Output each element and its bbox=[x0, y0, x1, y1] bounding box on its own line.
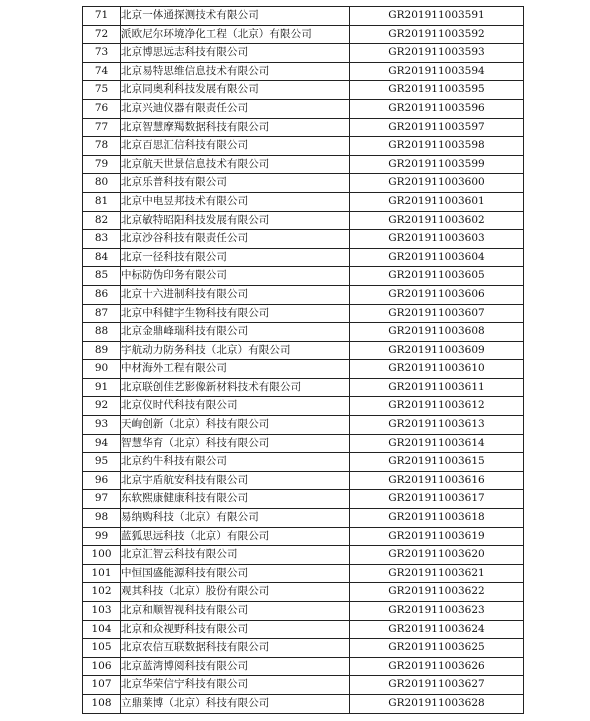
certificate-code-cell: GR201911003611 bbox=[350, 378, 524, 397]
row-number-cell: 79 bbox=[83, 155, 121, 174]
company-name-cell: 宇航动力防务科技（北京）有限公司 bbox=[121, 341, 350, 360]
row-number-cell: 94 bbox=[83, 434, 121, 453]
row-number-cell: 77 bbox=[83, 118, 121, 137]
certificate-code-cell: GR201911003595 bbox=[350, 81, 524, 100]
table-row bbox=[83, 564, 524, 583]
table-row bbox=[83, 62, 524, 81]
company-name-cell: 智慧华育（北京）科技有限公司 bbox=[121, 434, 350, 453]
table-row bbox=[83, 546, 524, 565]
certificate-code-cell: GR201911003596 bbox=[350, 99, 524, 118]
table-row bbox=[83, 44, 524, 63]
certificate-code-cell: GR201911003620 bbox=[350, 546, 524, 565]
company-name-cell: 北京汇智云科技有限公司 bbox=[121, 546, 350, 565]
company-name-cell: 北京一径科技有限公司 bbox=[121, 248, 350, 267]
table-row bbox=[83, 471, 524, 490]
company-name-cell: 北京农信互联数据科技有限公司 bbox=[121, 639, 350, 658]
row-number-cell: 90 bbox=[83, 360, 121, 379]
row-number-cell: 75 bbox=[83, 81, 121, 100]
company-name-cell: 中恒国盛能源科技有限公司 bbox=[121, 564, 350, 583]
company-name-cell: 派欧尼尔环境净化工程（北京）有限公司 bbox=[121, 25, 350, 44]
certificate-code-cell: GR201911003622 bbox=[350, 583, 524, 602]
certificate-code-cell: GR201911003597 bbox=[350, 118, 524, 137]
company-name-cell: 北京航天世景信息技术有限公司 bbox=[121, 155, 350, 174]
row-number-cell: 92 bbox=[83, 397, 121, 416]
row-number-cell: 101 bbox=[83, 564, 121, 583]
company-name-cell: 北京和众视野科技有限公司 bbox=[121, 620, 350, 639]
table-row bbox=[83, 192, 524, 211]
company-name-cell: 北京蓝湾博阅科技有限公司 bbox=[121, 657, 350, 676]
certificate-code-cell: GR201911003606 bbox=[350, 285, 524, 304]
certificate-code-cell: GR201911003598 bbox=[350, 137, 524, 156]
table-row bbox=[83, 81, 524, 100]
company-name-cell: 北京智慧摩羯数据科技有限公司 bbox=[121, 118, 350, 137]
row-number-cell: 106 bbox=[83, 657, 121, 676]
table-row bbox=[83, 285, 524, 304]
table-row bbox=[83, 360, 524, 379]
table-row bbox=[83, 118, 524, 137]
company-name-cell: 北京金鼎峰瑞科技有限公司 bbox=[121, 323, 350, 342]
row-number-cell: 96 bbox=[83, 471, 121, 490]
table-row bbox=[83, 583, 524, 602]
certificate-code-cell: GR201911003592 bbox=[350, 25, 524, 44]
table-row bbox=[83, 99, 524, 118]
table-row bbox=[83, 639, 524, 658]
row-number-cell: 74 bbox=[83, 62, 121, 81]
certificate-code-cell: GR201911003608 bbox=[350, 323, 524, 342]
row-number-cell: 84 bbox=[83, 248, 121, 267]
row-number-cell: 91 bbox=[83, 378, 121, 397]
company-name-cell: 北京和顺智视科技有限公司 bbox=[121, 602, 350, 621]
certificate-code-cell: GR201911003612 bbox=[350, 397, 524, 416]
table-row bbox=[83, 341, 524, 360]
row-number-cell: 97 bbox=[83, 490, 121, 509]
table-row bbox=[83, 323, 524, 342]
table-row bbox=[83, 137, 524, 156]
company-name-cell: 北京沙谷科技有限责任公司 bbox=[121, 230, 350, 249]
row-number-cell: 98 bbox=[83, 509, 121, 528]
table-row bbox=[83, 248, 524, 267]
company-name-cell: 北京乐普科技有限公司 bbox=[121, 174, 350, 193]
company-name-cell: 北京中电昱邦技术有限公司 bbox=[121, 192, 350, 211]
row-number-cell: 93 bbox=[83, 416, 121, 435]
row-number-cell: 100 bbox=[83, 546, 121, 565]
row-number-cell: 87 bbox=[83, 304, 121, 323]
certificate-code-cell: GR201911003618 bbox=[350, 509, 524, 528]
certificate-code-cell: GR201911003625 bbox=[350, 639, 524, 658]
table-row bbox=[83, 694, 524, 713]
table-row bbox=[83, 620, 524, 639]
table-row bbox=[83, 509, 524, 528]
company-name-cell: 北京易特思维信息技术有限公司 bbox=[121, 62, 350, 81]
certificate-code-cell: GR201911003607 bbox=[350, 304, 524, 323]
table-row bbox=[83, 527, 524, 546]
company-name-cell: 北京十六进制科技有限公司 bbox=[121, 285, 350, 304]
certificate-code-cell: GR201911003600 bbox=[350, 174, 524, 193]
company-name-cell: 中材海外工程有限公司 bbox=[121, 360, 350, 379]
row-number-cell: 99 bbox=[83, 527, 121, 546]
row-number-cell: 82 bbox=[83, 211, 121, 230]
certificate-code-cell: GR201911003599 bbox=[350, 155, 524, 174]
certificate-code-cell: GR201911003605 bbox=[350, 267, 524, 286]
row-number-cell: 105 bbox=[83, 639, 121, 658]
table-row bbox=[83, 267, 524, 286]
table-row bbox=[83, 490, 524, 509]
table-row bbox=[83, 397, 524, 416]
certificate-code-cell: GR201911003623 bbox=[350, 602, 524, 621]
table-row bbox=[83, 304, 524, 323]
table-row bbox=[83, 453, 524, 472]
table-row bbox=[83, 657, 524, 676]
certificate-code-cell: GR201911003609 bbox=[350, 341, 524, 360]
row-number-cell: 108 bbox=[83, 694, 121, 713]
company-name-cell: 北京兴迪仪器有限责任公司 bbox=[121, 99, 350, 118]
certificate-code-cell: GR201911003601 bbox=[350, 192, 524, 211]
table-row bbox=[83, 676, 524, 695]
row-number-cell: 89 bbox=[83, 341, 121, 360]
certificate-code-cell: GR201911003626 bbox=[350, 657, 524, 676]
certificate-code-cell: GR201911003602 bbox=[350, 211, 524, 230]
company-name-cell: 北京敏特昭阳科技发展有限公司 bbox=[121, 211, 350, 230]
table-row bbox=[83, 174, 524, 193]
company-name-cell: 北京华荣信宁科技有限公司 bbox=[121, 676, 350, 695]
company-name-cell: 北京联创佳艺影像新材料技术有限公司 bbox=[121, 378, 350, 397]
row-number-cell: 103 bbox=[83, 602, 121, 621]
table-row bbox=[83, 416, 524, 435]
table-row bbox=[83, 211, 524, 230]
certificate-code-cell: GR201911003621 bbox=[350, 564, 524, 583]
company-name-cell: 东软熙康健康科技有限公司 bbox=[121, 490, 350, 509]
row-number-cell: 73 bbox=[83, 44, 121, 63]
table-row bbox=[83, 25, 524, 44]
row-number-cell: 102 bbox=[83, 583, 121, 602]
certificate-code-cell: GR201911003615 bbox=[350, 453, 524, 472]
row-number-cell: 95 bbox=[83, 453, 121, 472]
table-row bbox=[83, 7, 524, 26]
company-name-cell: 北京一体通探测技术有限公司 bbox=[121, 7, 350, 26]
row-number-cell: 86 bbox=[83, 285, 121, 304]
row-number-cell: 80 bbox=[83, 174, 121, 193]
company-name-cell: 北京同奥利科技发展有限公司 bbox=[121, 81, 350, 100]
company-name-cell: 北京约牛科技有限公司 bbox=[121, 453, 350, 472]
company-name-cell: 北京仪时代科技有限公司 bbox=[121, 397, 350, 416]
certificate-code-cell: GR201911003594 bbox=[350, 62, 524, 81]
company-name-cell: 蓝狐思远科技（北京）有限公司 bbox=[121, 527, 350, 546]
row-number-cell: 72 bbox=[83, 25, 121, 44]
row-number-cell: 78 bbox=[83, 137, 121, 156]
row-number-cell: 83 bbox=[83, 230, 121, 249]
certificate-code-cell: GR201911003593 bbox=[350, 44, 524, 63]
company-name-cell: 北京宇盾航安科技有限公司 bbox=[121, 471, 350, 490]
certificate-code-cell: GR201911003616 bbox=[350, 471, 524, 490]
row-number-cell: 88 bbox=[83, 323, 121, 342]
row-number-cell: 76 bbox=[83, 99, 121, 118]
company-name-cell: 北京博思远志科技有限公司 bbox=[121, 44, 350, 63]
company-name-cell: 中标防伪印务有限公司 bbox=[121, 267, 350, 286]
document-page bbox=[82, 6, 522, 714]
certificate-code-cell: GR201911003591 bbox=[350, 7, 524, 26]
table-row bbox=[83, 602, 524, 621]
certificate-code-cell: GR201911003614 bbox=[350, 434, 524, 453]
certificate-code-cell: GR201911003603 bbox=[350, 230, 524, 249]
certificate-code-cell: GR201911003617 bbox=[350, 490, 524, 509]
certificate-code-cell: GR201911003610 bbox=[350, 360, 524, 379]
certificate-code-cell: GR201911003624 bbox=[350, 620, 524, 639]
company-name-cell: 观其科技（北京）股份有限公司 bbox=[121, 583, 350, 602]
table-row bbox=[83, 434, 524, 453]
company-name-cell: 易纳购科技（北京）有限公司 bbox=[121, 509, 350, 528]
company-name-cell: 立鼎莱博（北京）科技有限公司 bbox=[121, 694, 350, 713]
row-number-cell: 107 bbox=[83, 676, 121, 695]
company-name-cell: 天峋创新（北京）科技有限公司 bbox=[121, 416, 350, 435]
company-name-cell: 北京百思汇信科技有限公司 bbox=[121, 137, 350, 156]
row-number-cell: 71 bbox=[83, 7, 121, 26]
company-name-cell: 北京中科健宇生物科技有限公司 bbox=[121, 304, 350, 323]
certificate-code-cell: GR201911003613 bbox=[350, 416, 524, 435]
row-number-cell: 85 bbox=[83, 267, 121, 286]
table-row bbox=[83, 230, 524, 249]
row-number-cell: 81 bbox=[83, 192, 121, 211]
certificate-code-cell: GR201911003627 bbox=[350, 676, 524, 695]
certificate-code-cell: GR201911003604 bbox=[350, 248, 524, 267]
table-row bbox=[83, 155, 524, 174]
company-table bbox=[82, 6, 524, 714]
certificate-code-cell: GR201911003628 bbox=[350, 694, 524, 713]
certificate-code-cell: GR201911003619 bbox=[350, 527, 524, 546]
row-number-cell: 104 bbox=[83, 620, 121, 639]
table-body bbox=[83, 7, 524, 714]
table-row bbox=[83, 378, 524, 397]
